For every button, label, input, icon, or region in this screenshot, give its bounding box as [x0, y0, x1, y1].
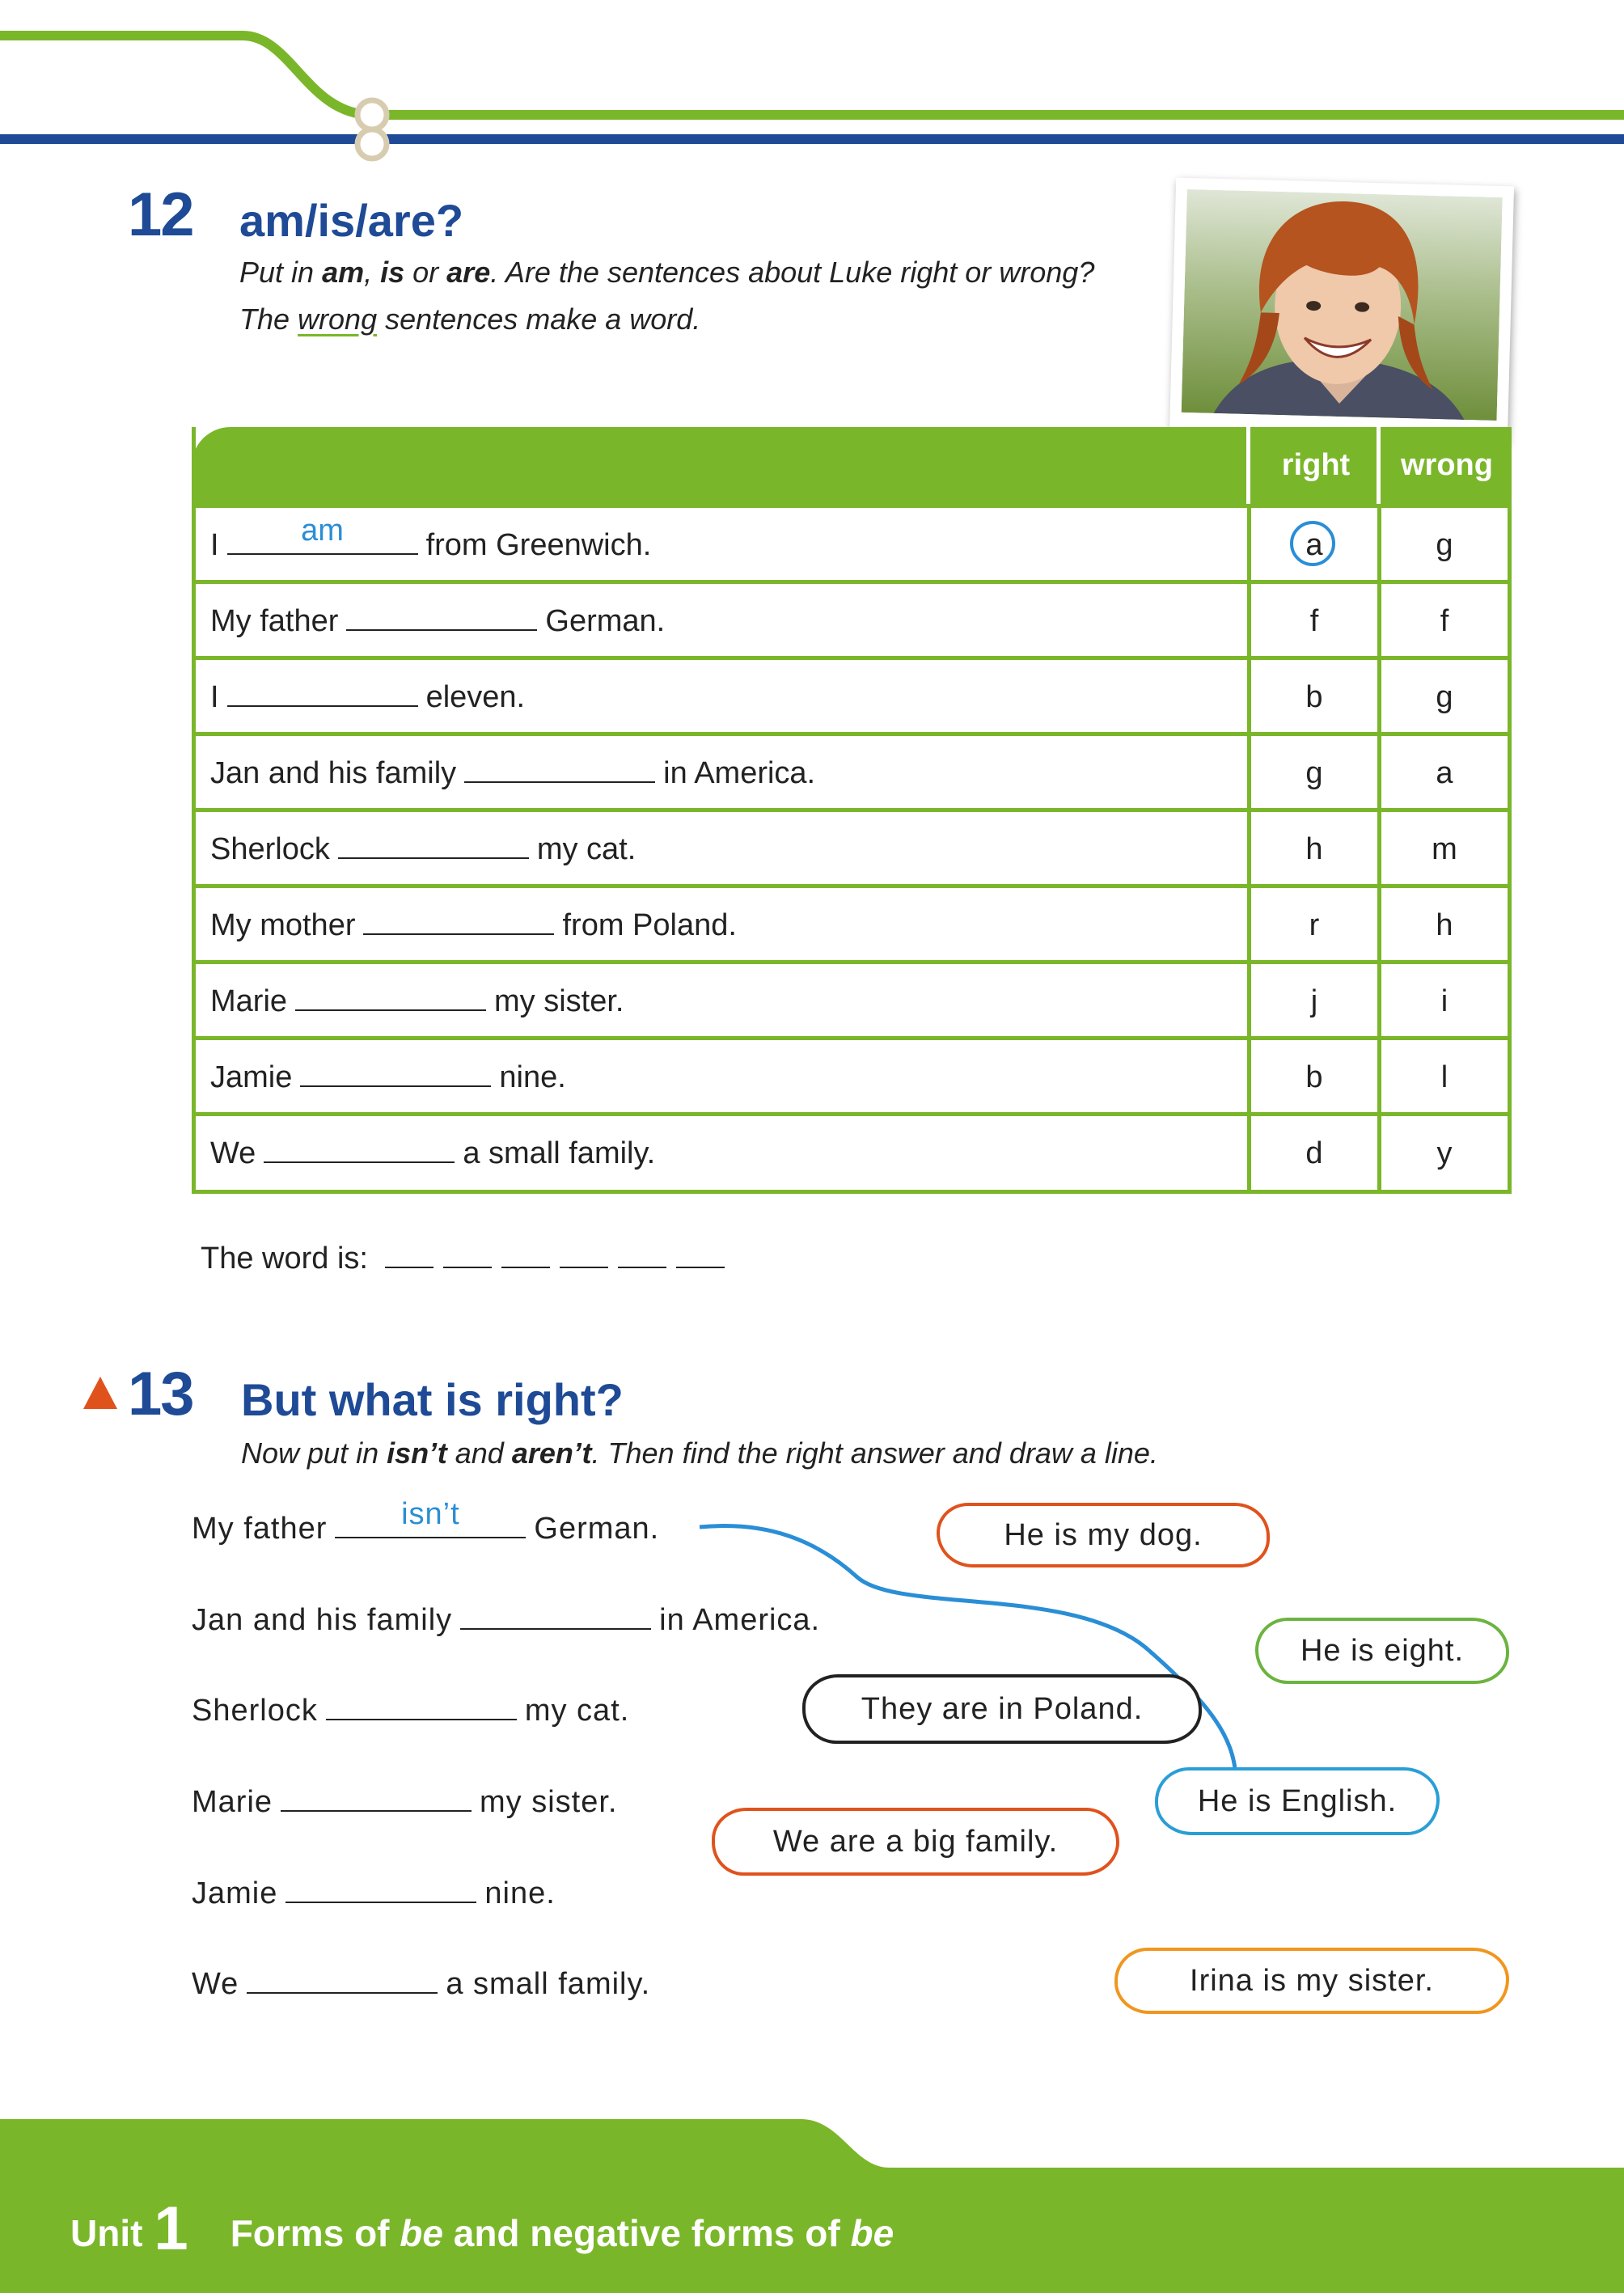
- answer-blank[interactable]: [285, 1869, 476, 1903]
- exercise-13-title: But what is right?: [241, 1374, 624, 1425]
- answer-blank[interactable]: [338, 825, 529, 859]
- table-row: [196, 808, 1508, 884]
- letter-wrong[interactable]: l: [1440, 1060, 1448, 1094]
- letter-wrong[interactable]: g: [1436, 528, 1453, 562]
- answer-bubble[interactable]: They are in Poland.: [802, 1674, 1202, 1744]
- exercise-13-number: 13: [128, 1360, 193, 1428]
- answer-blank[interactable]: [464, 749, 655, 783]
- letter-right[interactable]: g: [1305, 756, 1323, 790]
- sentence: My mother from Poland.: [210, 888, 737, 960]
- sentence-13: Jamie nine.: [192, 1869, 556, 1911]
- sentence-13: Sherlock my cat.: [192, 1686, 629, 1728]
- answer-blank[interactable]: am: [227, 521, 418, 555]
- letter-right[interactable]: b: [1305, 1060, 1323, 1094]
- letter-right[interactable]: f: [1309, 604, 1319, 638]
- photo-luke: [1169, 178, 1514, 444]
- unit-label: Unit: [70, 2212, 143, 2254]
- sentence: Sherlock my cat.: [210, 812, 636, 884]
- sentence: My father German.: [210, 584, 665, 656]
- sentence: Jamie nine.: [210, 1040, 566, 1112]
- answer-blank[interactable]: [300, 1053, 491, 1087]
- letter-slot[interactable]: [501, 1242, 550, 1268]
- exercise-12-instruction-1: Put in am, is or are. Are the sentences about Luke right or wrong?: [239, 256, 1095, 289]
- answer-blank[interactable]: [346, 597, 537, 631]
- sentence-13: My father isn’t German.: [192, 1497, 660, 1546]
- column-wrong: wrong: [1401, 448, 1493, 482]
- letter-wrong[interactable]: g: [1436, 680, 1453, 714]
- sentence: Marie my sister.: [210, 964, 624, 1036]
- exercise-12-instruction-2: The wrong sentences make a word.: [239, 302, 701, 336]
- triangle-icon: [82, 1375, 118, 1411]
- table-row: [196, 884, 1508, 960]
- answer-bubble[interactable]: He is English.: [1155, 1767, 1440, 1835]
- table-row: [196, 1112, 1508, 1188]
- word-answer-line: The word is:: [201, 1242, 734, 1276]
- letter-right[interactable]: r: [1309, 908, 1320, 942]
- sentence-13: Marie my sister.: [192, 1778, 618, 1820]
- sentence: I am from Greenwich.: [210, 514, 652, 562]
- letter-slot[interactable]: [618, 1242, 666, 1268]
- table-row: [196, 732, 1508, 808]
- exercise-12-title: am/is/are?: [239, 195, 464, 246]
- footer-title: Unit 1 Forms of be and negative forms of be: [70, 2194, 894, 2263]
- table-row: [196, 504, 1508, 580]
- exercise-12-number: 12: [128, 180, 193, 249]
- letter-slot[interactable]: [560, 1242, 608, 1268]
- answer-blank[interactable]: [460, 1596, 651, 1630]
- letter-wrong[interactable]: y: [1436, 1136, 1453, 1170]
- header-decoration: [0, 0, 1624, 170]
- answer-bubble[interactable]: He is my dog.: [937, 1503, 1270, 1567]
- sentence-13: Jan and his family in America.: [192, 1596, 820, 1638]
- sentence-13: We a small family.: [192, 1960, 650, 2002]
- table-row: [196, 656, 1508, 732]
- table-header: [192, 427, 1512, 504]
- letter-wrong[interactable]: i: [1440, 984, 1448, 1018]
- sentence: Jan and his family in America.: [210, 736, 815, 808]
- column-right: right: [1281, 448, 1351, 482]
- answer-blank[interactable]: [264, 1129, 455, 1163]
- answer-blank[interactable]: isn’t: [335, 1504, 526, 1538]
- answer-blank[interactable]: [295, 977, 486, 1011]
- letter-right[interactable]: b: [1305, 680, 1323, 714]
- answer-bubble[interactable]: He is eight.: [1255, 1618, 1509, 1684]
- sentence: We a small family.: [210, 1116, 655, 1188]
- table-row: [196, 1036, 1508, 1112]
- table-row: [196, 960, 1508, 1036]
- letter-slot[interactable]: [443, 1242, 492, 1268]
- letter-right[interactable]: a: [1305, 528, 1323, 562]
- answer-bubble[interactable]: We are a big family.: [712, 1808, 1119, 1876]
- letter-slot[interactable]: [385, 1242, 433, 1268]
- letter-wrong[interactable]: a: [1436, 756, 1453, 790]
- answer-blank[interactable]: [363, 901, 554, 935]
- letter-wrong[interactable]: h: [1436, 908, 1453, 942]
- answer-blank[interactable]: [326, 1686, 517, 1720]
- answer-table: [192, 427, 1512, 1194]
- letter-wrong[interactable]: m: [1432, 832, 1457, 866]
- letter-slot[interactable]: [676, 1242, 725, 1268]
- unit-number: 1: [154, 2194, 188, 2263]
- table-row: [196, 580, 1508, 656]
- answer-blank[interactable]: [227, 673, 418, 707]
- letter-right[interactable]: j: [1310, 984, 1318, 1018]
- knot-icon: [357, 100, 387, 159]
- answer-blank[interactable]: [281, 1778, 472, 1812]
- exercise-13-instruction: Now put in isn’t and aren’t. Then find the right answer and draw a line.: [241, 1436, 1158, 1470]
- letter-right[interactable]: h: [1305, 832, 1323, 866]
- sentence: I eleven.: [210, 660, 525, 732]
- letter-wrong[interactable]: f: [1440, 604, 1449, 638]
- letter-right[interactable]: d: [1305, 1136, 1323, 1170]
- answer-bubble[interactable]: Irina is my sister.: [1114, 1948, 1509, 2014]
- answer-blank[interactable]: [247, 1960, 438, 1994]
